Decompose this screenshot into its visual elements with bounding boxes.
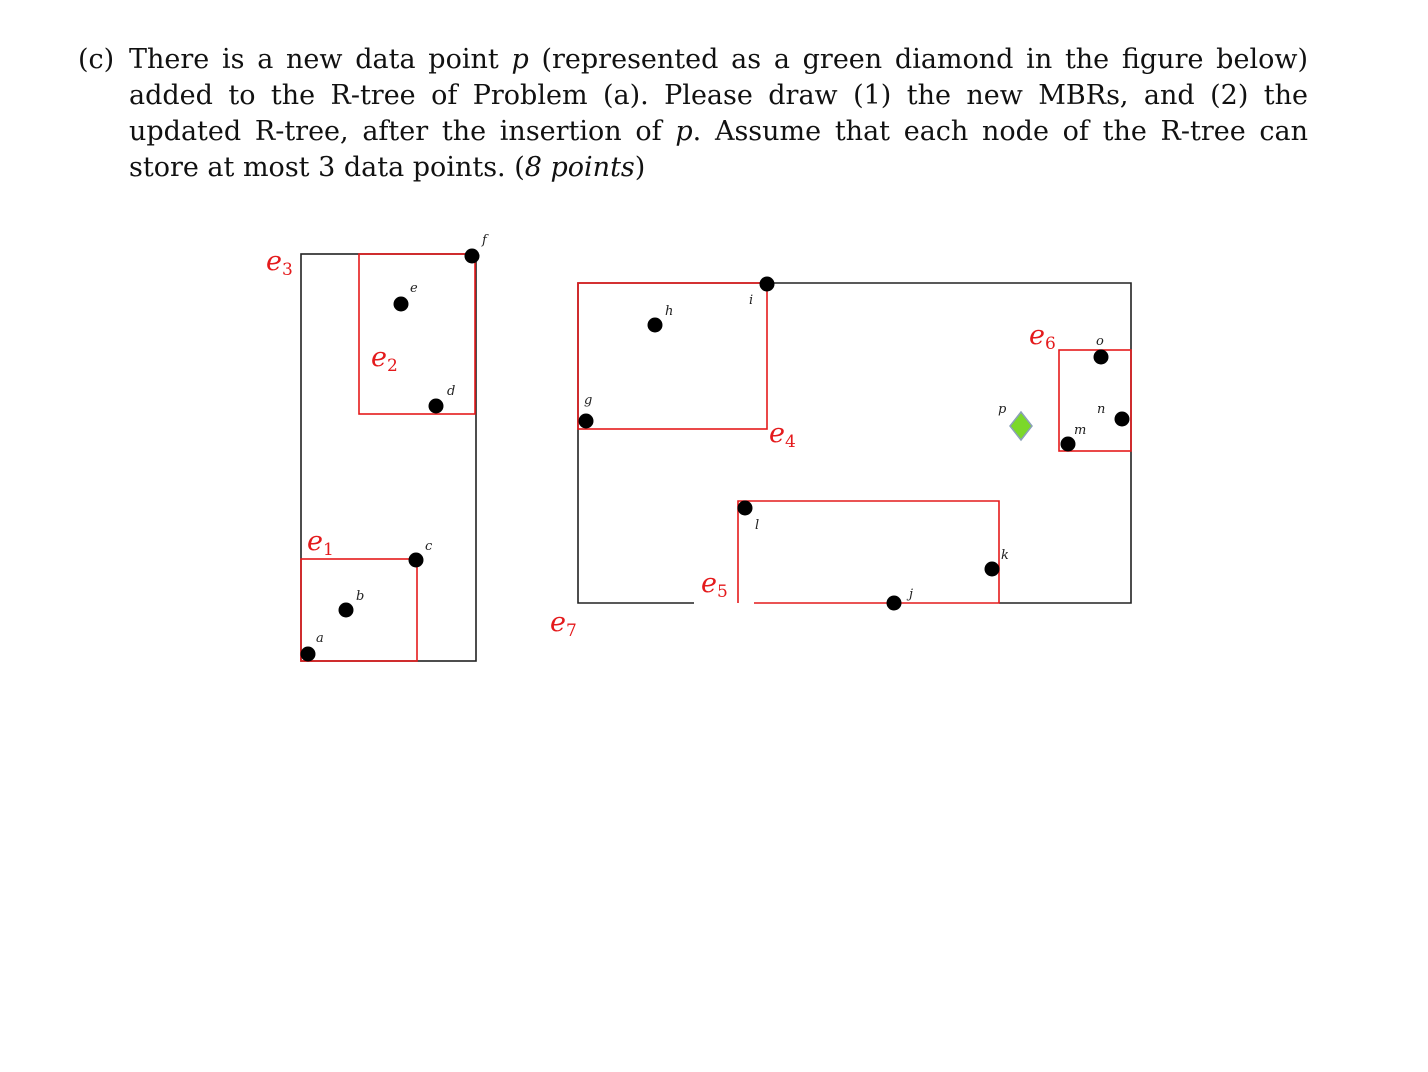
question-label: (c)	[78, 44, 115, 75]
question-segment-2: (represented as a green diamond in the figure below) added to the R-tree of Problem (a). Please draw (1) the new MBRs, and (2) the updated R-tree, after the insertion of	[129, 44, 1308, 147]
mbr-e3	[301, 254, 476, 661]
point-h	[648, 318, 663, 333]
point-label-b: b	[356, 589, 365, 604]
point-label-m: m	[1074, 423, 1087, 438]
question-segment-6: )	[634, 152, 646, 183]
point-label-j: j	[909, 587, 914, 602]
mbr-label-e1: e1	[307, 526, 334, 560]
point-label-o: o	[1096, 334, 1104, 349]
point-label-k: k	[1001, 548, 1009, 563]
point-a	[301, 647, 316, 662]
question-segment-5: 8 points	[524, 152, 635, 183]
mbr-label-e7: e7	[550, 607, 577, 641]
mbr-e5	[738, 501, 999, 603]
mbr-label-e5: e5	[701, 568, 728, 602]
point-label-e: e	[410, 281, 418, 296]
mbr-label-e6: e6	[1029, 320, 1056, 354]
question-segment-3: p	[675, 116, 693, 147]
point-label-c: c	[425, 539, 433, 554]
point-label-l: l	[755, 518, 760, 533]
point-label-f: f	[482, 233, 487, 248]
mbr-label-e2: e2	[371, 342, 398, 376]
mbr-e2	[359, 254, 475, 414]
point-label-d: d	[447, 384, 456, 399]
point-j	[887, 596, 902, 611]
point-b	[339, 603, 354, 618]
point-label-p: p	[998, 402, 1007, 417]
point-i	[760, 277, 775, 292]
mbr-label-e3: e3	[266, 246, 293, 280]
point-n	[1115, 412, 1130, 427]
point-label-h: h	[665, 304, 674, 319]
mbr-label-e4: e4	[769, 418, 796, 452]
point-label-g: g	[584, 393, 593, 408]
point-c	[409, 553, 424, 568]
point-g	[579, 414, 594, 429]
point-label-a: a	[316, 631, 324, 646]
point-label-i: i	[749, 293, 754, 308]
point-e	[394, 297, 409, 312]
point-m	[1061, 437, 1076, 452]
point-l	[738, 501, 753, 516]
question-segment-0: There is a new data point	[129, 44, 512, 75]
point-o	[1094, 350, 1109, 365]
point-label-n: n	[1097, 402, 1106, 417]
question-segment-4: . Assume that each node of the R-tree can store at most 3 data points. (	[129, 116, 1308, 183]
question-segment-1: p	[511, 44, 529, 75]
point-d	[429, 399, 444, 414]
point-f	[465, 249, 480, 264]
point-k	[985, 562, 1000, 577]
mbr-e7	[578, 283, 1131, 603]
mbr-e6	[1059, 350, 1131, 451]
new-point-p-diamond	[1010, 412, 1032, 440]
